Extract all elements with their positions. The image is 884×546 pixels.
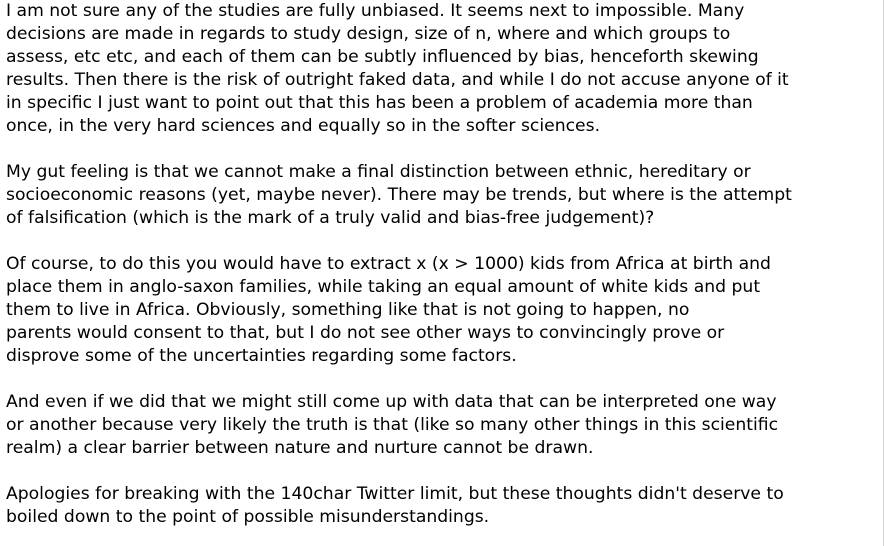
paragraph-bias-in-studies: I am not sure any of the studies are fully unbiased. It seems next to impossible. Many decisions are made in regards to study design, size of n, where and which groups to assess, etc etc, and each of them can be subtly influenced by bias, henceforth skewing results. Then there is the risk of outright faked data, and while I do not accuse anyone of it in specific I just want to point out that this has been a problem of academia more than once, in the very hard sciences and equally so in the softer sciences. [6,1,789,136]
paragraph-apologies: Apologies for breaking with the 140char Twitter limit, but these thoughts didn't deserve to boiled down to the point of possible misunderstandings. [6,484,784,527]
comment-body [6,0,878,529]
paragraph-nature-nurture: And even if we did that we might still come up with data that can be interpreted one way or another because very likely the truth is that (like so many other things in this scientific realm) a clear barrier between nature and nurture cannot be drawn. [6,392,779,458]
paragraph-thought-experiment: Of course, to do this you would have to extract x (x > 1000) kids from Africa at birth and place them in anglo-saxon families, while taking an equal amount of white kids and put them to live in Africa. Obviously, something like that is not going to happen, no parents would consent to that, but I do not see other ways to convincingly prove or disprove some of the uncertainties regarding some factors. [6,254,771,366]
paragraph-gut-feeling: My gut feeling is that we cannot make a final distinction between ethnic, hereditary or socioeconomic reasons (yet, maybe never). There may be trends, but where is the attempt of falsification (which is the mark of a truly valid and bias-free judgement)? [6,162,792,228]
